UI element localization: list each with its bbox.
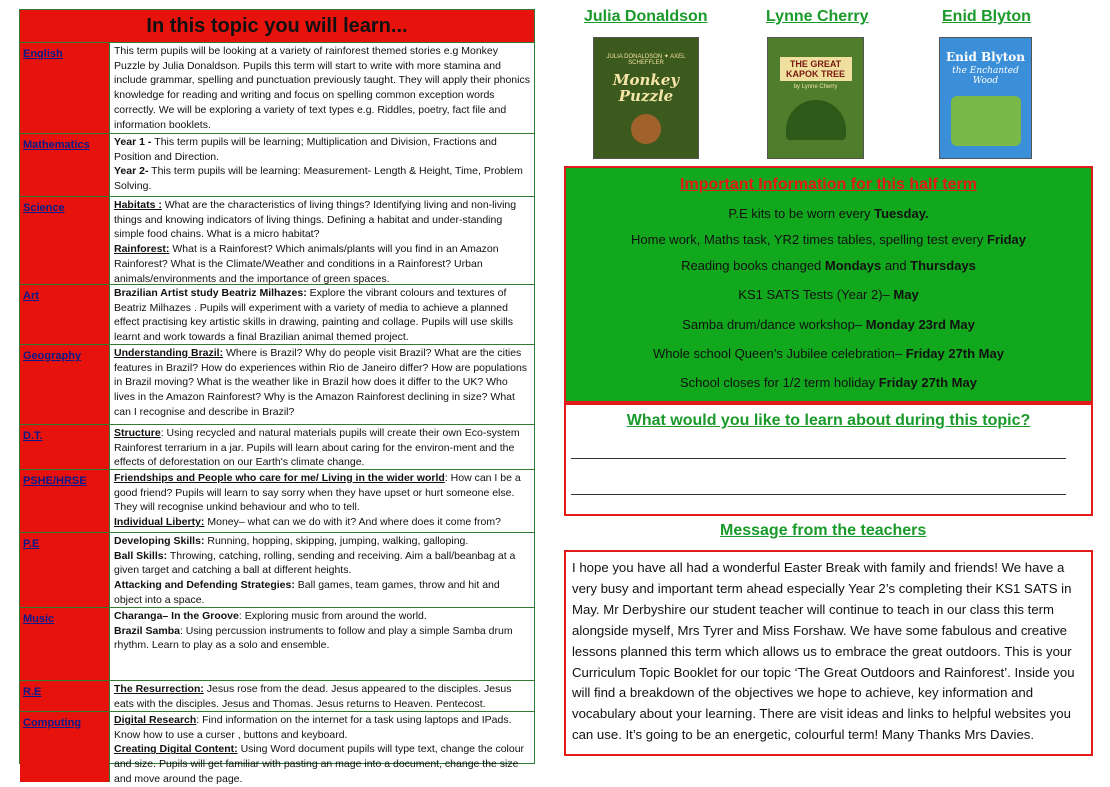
description-text: What are the characteristics of living things? Identifying living and non-living things and knowing indicators of living things. Defining a habitat and under-standing simple food chains. What is a micro habitat? <box>114 199 517 241</box>
description-text: Throwing, catching, rolling, sending and receiving. Aim a ball/beanbag at a given target and catching a ball at different heights. <box>114 549 516 577</box>
subject-description <box>110 43 534 133</box>
subject-cell <box>20 470 110 532</box>
author-name-lynne-cherry[interactable]: Lynne Cherry <box>766 8 869 25</box>
author-name-julia-donaldson[interactable]: Julia Donaldson <box>584 8 708 25</box>
info-emphasis: Tuesday. <box>874 206 929 221</box>
subject-link[interactable]: Science <box>23 202 65 214</box>
description-paragraph <box>114 609 530 624</box>
subject-description <box>110 197 534 284</box>
topic-row-art <box>20 285 534 345</box>
description-heading: Friendships and People who care for me/ Living in the wider world <box>114 472 445 484</box>
info-text: Home work, Maths task, YR2 times tables, spelling test every <box>631 232 987 247</box>
book-credit: by Lynne Cherry <box>793 83 838 90</box>
subject-link[interactable]: P.E <box>23 538 40 550</box>
subject-cell <box>20 345 110 424</box>
description-paragraph <box>114 164 530 193</box>
topic-row-english <box>20 43 534 134</box>
description-heading: Habitats : <box>114 199 162 211</box>
author-name-enid-blyton[interactable]: Enid Blyton <box>942 8 1031 25</box>
message-body: I hope you have all had a wonderful Easter Break with family and friends! We have a very busy and important term ahead especially Year 2’s completing their KS1 SATS in May. Mr Derbyshire our student teacher will continue to teach in our class this term alongside myself, Mrs Tyrer and Miss Forshaw. We have some fabulous and creative lessons planned this term which allows us to embrace the great outdoors. This is your Curriculum Topic Booklet for our topic ‘The Great Outdoors and Rainforest’. Inside you will find a breakdown of the objectives we hope to achieve, key information and vocabulary about your learning. There are visit ideas and links to helpful websites you can use. It’s going to be an energetic, colourful term! Many Thanks Mrs Davies. <box>572 560 1075 743</box>
description-heading: Individual Liberty: <box>114 516 205 529</box>
monkey-illustration-icon <box>631 114 661 144</box>
description-paragraph <box>114 682 530 711</box>
forest-illustration-icon <box>951 96 1021 146</box>
description-paragraph <box>114 242 530 286</box>
subject-link[interactable]: Geography <box>23 350 82 362</box>
description-heading: Attacking and Defending Strategies: <box>114 579 295 592</box>
description-text: Running, hopping, skipping, jumping, walking, galloping. <box>204 535 469 547</box>
description-heading: Brazilian Artist study Beatriz Milhazes: <box>114 287 307 299</box>
subject-link[interactable]: R.E <box>23 686 42 698</box>
book-credit: Enid Blyton <box>946 50 1025 64</box>
description-paragraph <box>114 742 530 786</box>
book-title: the Enchanted Wood <box>952 66 1019 86</box>
subject-link[interactable]: English <box>23 48 63 60</box>
topic-row-computing <box>20 712 534 785</box>
book-title: THE GREAT KAPOK TREE <box>780 57 852 81</box>
description-text: : Find information on the internet for a task using laptops and IPads. Know how to use a curser , buttons and keyboard. <box>114 714 512 741</box>
description-heading: Developing Skills: <box>114 535 205 547</box>
book-cover-enchanted-wood <box>939 37 1032 159</box>
description-paragraph <box>114 515 530 530</box>
topic-row-science <box>20 197 534 285</box>
subject-cell <box>20 43 110 133</box>
subject-description <box>110 345 534 424</box>
info-line <box>566 232 1091 247</box>
tree-illustration-icon <box>786 100 846 140</box>
topic-row-p-e <box>20 533 534 608</box>
message-box <box>564 550 1093 756</box>
info-line <box>566 346 1091 361</box>
subject-cell <box>20 681 110 711</box>
info-line <box>566 317 1091 332</box>
info-text: P.E kits to be worn every <box>728 206 875 221</box>
info-line <box>566 258 1091 273</box>
subject-cell <box>20 425 110 469</box>
subject-description <box>110 285 534 344</box>
info-emphasis: Monday 23rd May <box>865 317 975 332</box>
description-paragraph <box>114 44 530 132</box>
subject-description <box>110 681 534 711</box>
subject-cell <box>20 285 110 344</box>
question-box <box>564 403 1093 516</box>
subject-description <box>110 712 534 785</box>
subject-description <box>110 425 534 469</box>
info-text: Whole school Queen’s Jubilee celebration– <box>653 346 906 361</box>
topic-table <box>19 9 535 785</box>
description-text: What is a Rainforest? Which animals/plants will you find in an Amazon Rainforest? What is the Climate/Weather and conditions in a Rainforest? Urban animals/environments and the importance of green spaces. <box>114 243 499 285</box>
subject-link[interactable]: Music <box>23 613 55 625</box>
info-line <box>566 206 1091 221</box>
topic-table-title: In this topic you will learn... <box>20 10 534 43</box>
info-emphasis: Friday <box>986 232 1026 247</box>
subject-description <box>110 470 534 532</box>
description-paragraph <box>114 471 530 515</box>
subject-link[interactable]: Computing <box>23 717 82 729</box>
info-emphasis: Friday 27th May <box>878 375 977 390</box>
description-paragraph <box>114 426 530 470</box>
description-text: Ball games, team games, throw and hit and object into a space. <box>114 579 500 606</box>
topic-row-d-t- <box>20 425 534 470</box>
info-line <box>566 375 1091 390</box>
subject-description <box>110 533 534 607</box>
description-heading: Digital Research <box>114 714 197 726</box>
subject-link[interactable]: Art <box>23 290 39 302</box>
description-heading: Creating Digital Content: <box>114 743 238 756</box>
topic-row-pshe-hrse <box>20 470 534 533</box>
description-paragraph <box>114 135 530 164</box>
subject-cell <box>20 197 110 284</box>
answer-line-2[interactable] <box>571 494 1066 495</box>
subject-cell <box>20 533 110 607</box>
info-line <box>566 287 1091 302</box>
description-paragraph <box>114 198 530 242</box>
description-heading: Year 1 - <box>114 136 155 148</box>
description-text: This term pupils will be looking at a variety of rainforest themed stories e.g Monkey Puzzle by Julia Donaldson. Pupils this term will start to write with more stamina and include grammar, spelling and punctuation previously taught. They will apply their phonics knowledge for reading and writing and focus on spelling common exception words correctly. We will be exploring a variety of text types e.g. Riddles, poetry, fact file and information booklets. <box>114 45 530 131</box>
description-paragraph <box>114 624 530 653</box>
description-text: : Using recycled and natural materials pupils will create their own Eco-system Rainforest terrarium in a jar. Pupils will learn about caring for the environ-ment and the effects of deforestation on our Earth's climate change. <box>114 427 520 469</box>
description-text: : Exploring music from around the world. <box>238 610 427 622</box>
description-text: Explore the vibrant colours and textures of Beatriz Milhazes . Pupils will experiment with a variety of media to achieve a planned effect practising key artistic skills in drawing, painting and collage. Pupils will use skills learnt and work towards a final Brazilian animal themed project. <box>114 287 513 344</box>
subject-link[interactable]: D.T. <box>23 430 43 442</box>
description-heading: Year 2- <box>114 165 149 178</box>
info-emphasis: Mondays <box>824 258 882 273</box>
subject-description <box>110 134 534 196</box>
description-heading: The Resurrection: <box>114 683 204 695</box>
subject-description <box>110 608 534 680</box>
subject-cell <box>20 134 110 196</box>
important-info-box <box>564 166 1093 403</box>
description-paragraph <box>114 713 530 742</box>
description-heading: Understanding Brazil: <box>114 347 224 359</box>
topic-row-music <box>20 608 534 681</box>
description-heading: Charanga– In the Groove <box>114 610 239 622</box>
answer-line-1[interactable] <box>571 458 1066 459</box>
description-paragraph <box>114 534 530 549</box>
info-emphasis: May <box>893 287 919 302</box>
info-text: Samba drum/dance workshop– <box>682 317 866 332</box>
description-text: : How can I be a good friend? Pupils will learn to say sorry when they have upset or hurt someone else. They will recognise unkind behaviour and who to tell. <box>114 472 521 514</box>
book-credit: JULIA DONALDSON ✦ AXEL SCHEFFLER <box>606 53 686 66</box>
description-heading: Ball Skills: <box>114 549 168 562</box>
subject-cell <box>20 608 110 680</box>
description-text: Using Word document pupils will type text, change the colour and size. Pupils will get familiar with pasting an mage into a document, change the size and move around the page. <box>114 743 525 785</box>
topic-rows <box>20 43 534 785</box>
book-cover-monkey-puzzle <box>593 37 699 159</box>
subject-link[interactable]: PSHE/HRSE <box>23 475 87 487</box>
description-paragraph <box>114 549 530 578</box>
description-text: Money– what can we do with it? And where does it come from? <box>204 516 501 529</box>
topic-row-geography <box>20 345 534 425</box>
question-title: What would you like to learn about during this topic? <box>626 412 1031 429</box>
description-text: Where is Brazil? Why do people visit Brazil? What are the cities features in Brazil? How do experiences within Rio de Janeiro differ? How are populations in Brazil moving? What is the weather like in Brazil how does it differ to the UK? Who lives in the Amazon Rainforest? Why is the Amazon Rainforest declining in size? What can I recognise and describe in Brazil? <box>114 347 528 418</box>
info-emphasis: Friday 27th May <box>905 346 1004 361</box>
description-heading: Structure <box>114 427 161 439</box>
book-title: Monkey Puzzle <box>612 70 680 105</box>
description-paragraph <box>114 578 530 607</box>
important-info-title: Important Information for this half term <box>680 176 977 193</box>
description-text: This term pupils will be learning; Multiplication and Division, Fractions and Position and Direction. <box>114 136 497 163</box>
info-text: Reading books changed <box>681 258 825 273</box>
description-text: : Using percussion instruments to follow and play a simple Samba drum rhythm. Learn to play as a solo and ensemble. <box>114 624 513 652</box>
description-heading: Brazil Samba <box>114 624 180 637</box>
description-text: Jesus rose from the dead. Jesus appeared to the disciples. Jesus eats with the disciples. Jesus and Thomas. Jesus returns to Heaven. Pentecost. <box>114 683 512 710</box>
info-text: and <box>881 258 911 273</box>
description-paragraph <box>114 346 530 420</box>
subject-link[interactable]: Mathematics <box>23 139 90 151</box>
description-text: This term pupils will be learning: Measurement- Length & Height, Time, Problem Solving. <box>114 165 523 193</box>
info-text: KS1 SATS Tests (Year 2)– <box>738 287 894 302</box>
message-title: Message from the teachers <box>720 522 927 539</box>
topic-row-mathematics <box>20 134 534 197</box>
info-text: School closes for 1/2 term holiday <box>680 375 879 390</box>
book-cover-great-kapok-tree <box>767 37 864 159</box>
description-paragraph <box>114 286 530 345</box>
subject-cell <box>20 712 110 782</box>
info-emphasis: Thursdays <box>910 258 976 273</box>
description-heading: Rainforest: <box>114 243 170 256</box>
topic-row-r-e <box>20 681 534 712</box>
